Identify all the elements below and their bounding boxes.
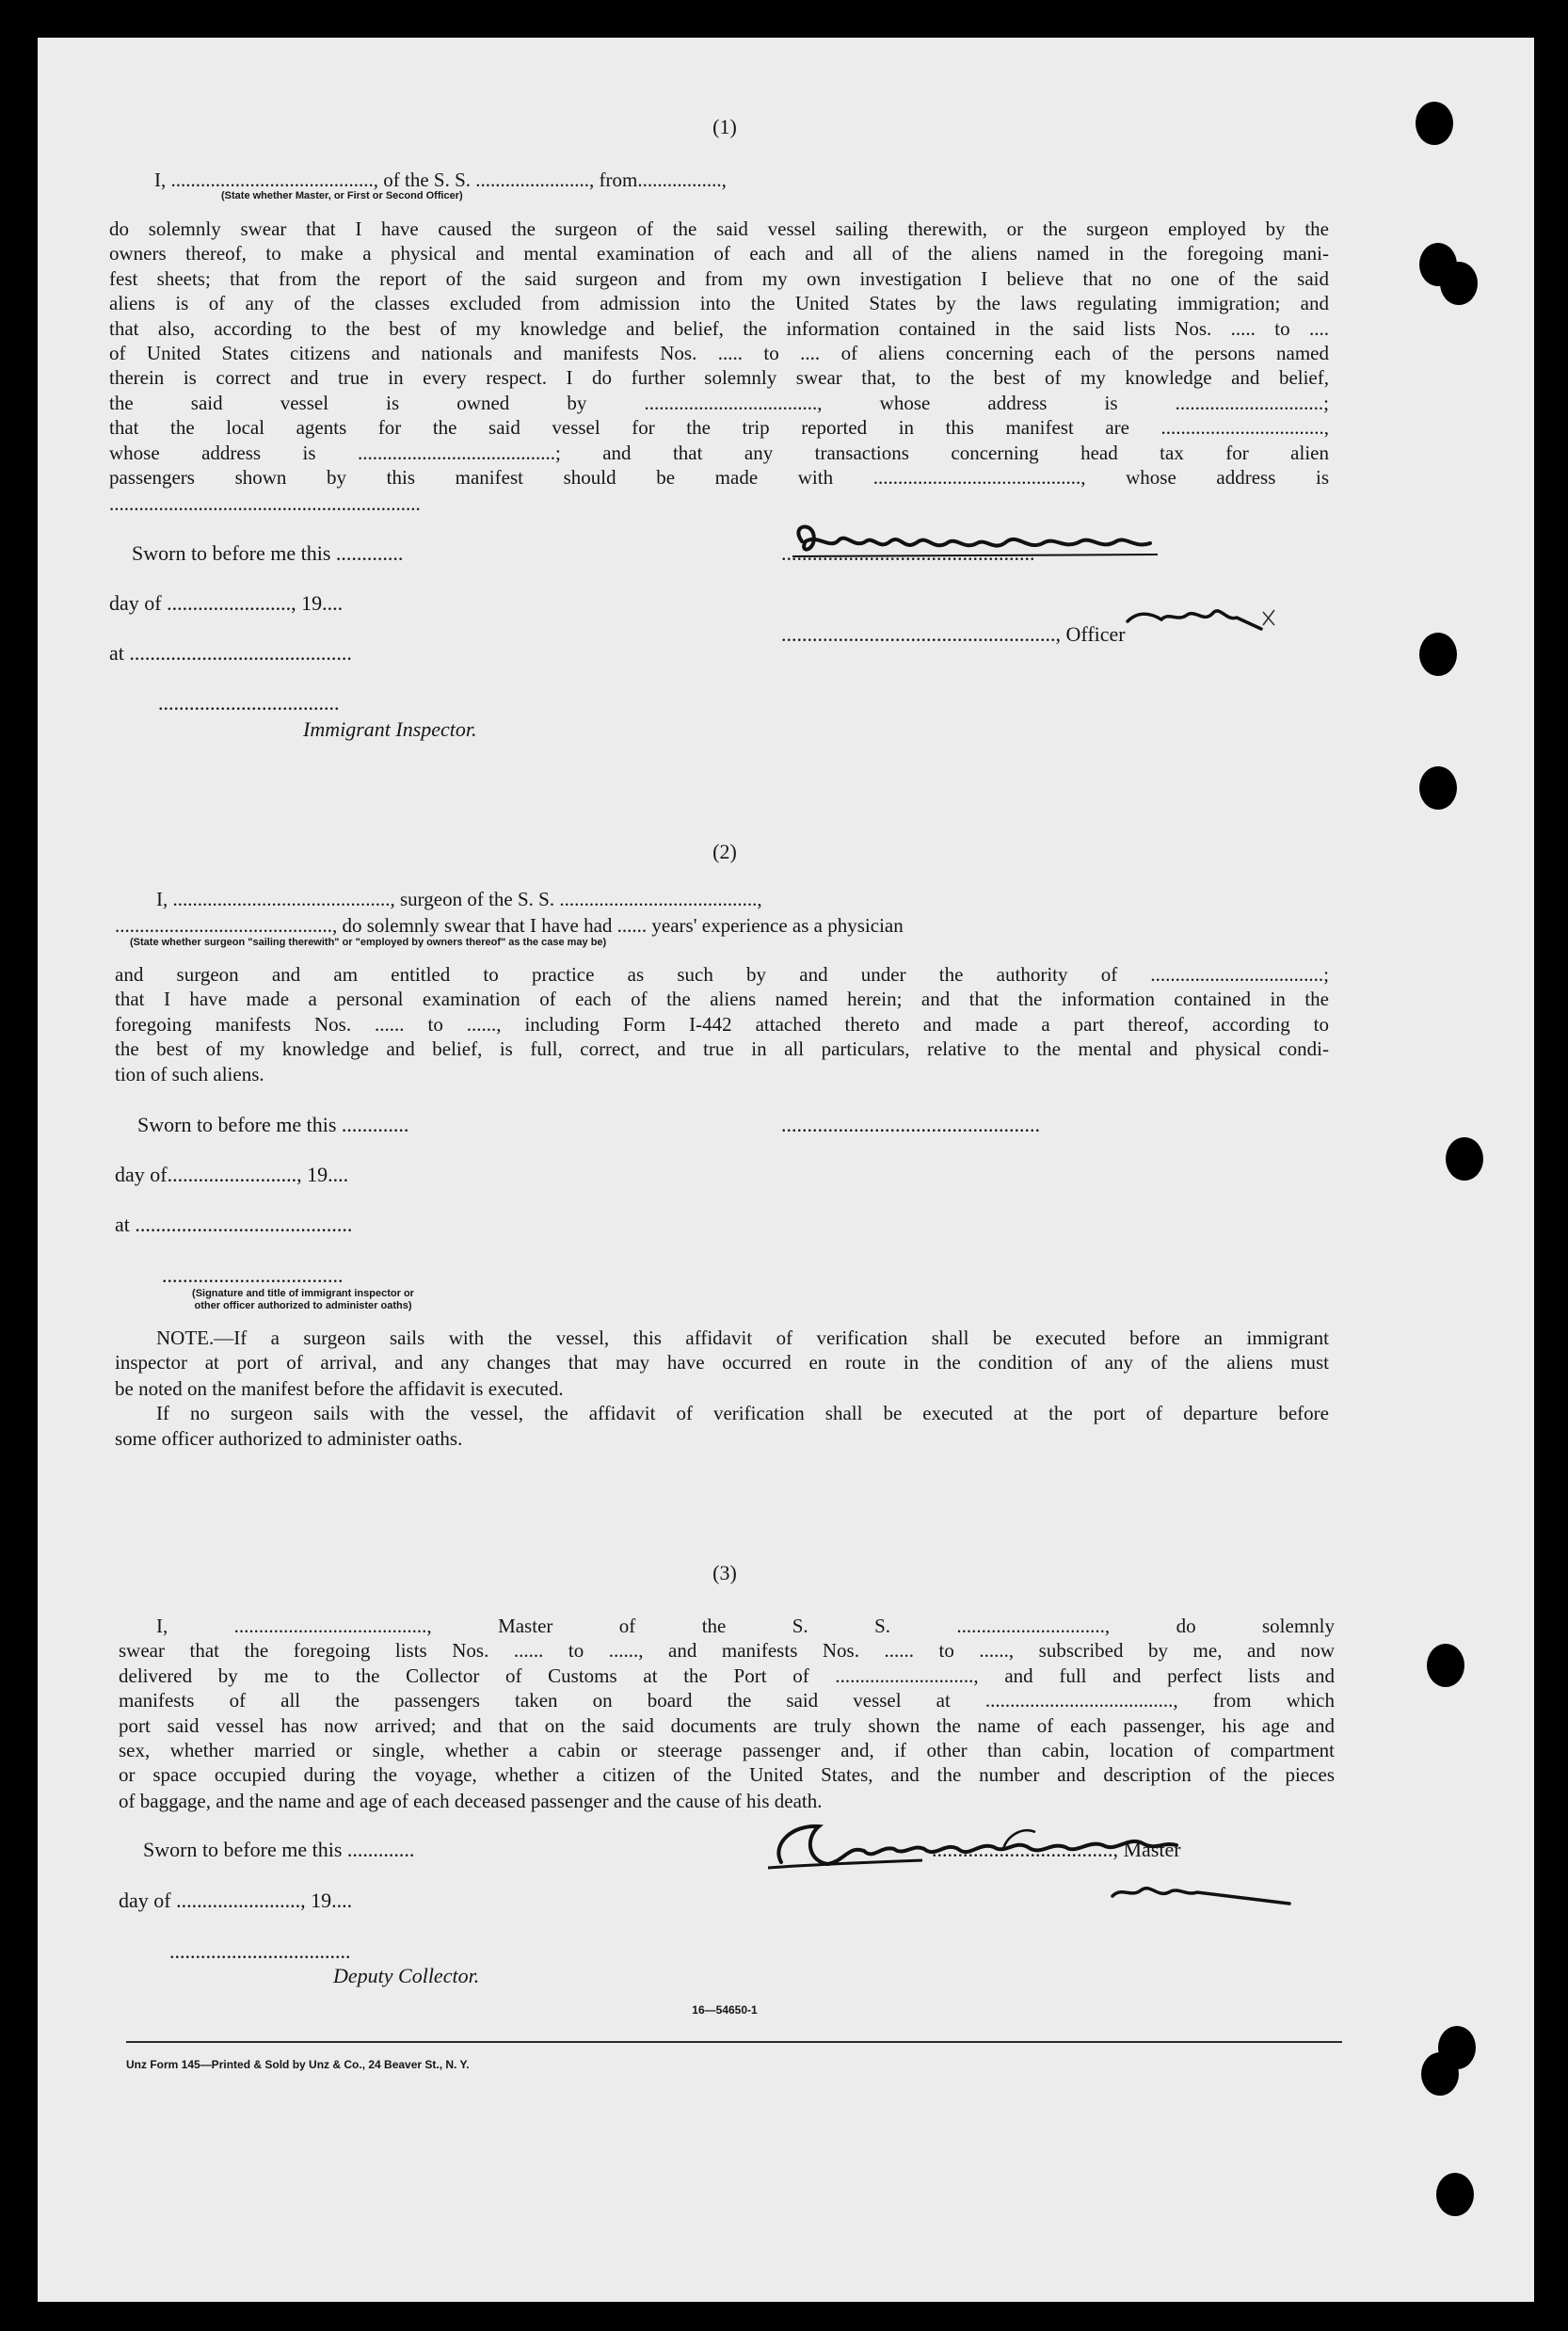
- section-1-paragraph-end: ...............................................................: [109, 492, 421, 515]
- form-number: 16—54650-1: [692, 2003, 758, 2017]
- section-2-signature-note-1: (Signature and title of immigrant inspector or: [192, 1288, 414, 1299]
- punch-hole: [1421, 2052, 1459, 2096]
- section-2-surgeon-note: (State whether surgeon "sailing therewith" or "employed by owners thereof" as the case may be): [130, 937, 607, 948]
- section-2-note-end: be noted on the manifest before the affidavit is executed.: [115, 1377, 564, 1400]
- section-1-master-signature-line: .................................................: [781, 541, 1035, 565]
- section-2-surgeon-signature-line: ..................................................: [781, 1113, 1040, 1136]
- section-1-opening-line: I, ........................................., of the S. S. ......................., from.................,: [154, 169, 727, 191]
- section-2-second-line: ............................................, do solemnly swear that I have had ...... years' experience as a physician: [115, 914, 904, 937]
- punch-hole: [1427, 1644, 1464, 1687]
- section-3-paragraph: I, ......................................., Master of the S. S. .............................., do solemnly swear that the foregoing lists Nos. ...... to ......, and manifests Nos. ...... to ......, subscribed by me, and now delivered by me to the Collector of Customs at the Port of ............................, and full and perfect lists and manifests of all the passengers taken on board the said vessel at ......................................, from which port said vessel has now arrived; and that on the said documents are truly shown the name of each passenger, his age and sex, whether married or single, whether a cabin or steerage passenger and, if other than cabin, location of compartment or space occupied during the voyage, whether a citizen of the United States, and the number and description of the pieces: [119, 1615, 1335, 1787]
- section-1-number: (1): [712, 115, 737, 138]
- section-3-master-line: ..................................., Master: [932, 1838, 1181, 1861]
- section-2-sworn-line: Sworn to before me this .............: [137, 1113, 409, 1136]
- section-1-immigrant-inspector-label: Immigrant Inspector.: [303, 717, 477, 741]
- footer-rule: [126, 2041, 1342, 2043]
- section-2-day-line: day of........................., 19....: [115, 1163, 349, 1186]
- section-1-paragraph: do solemnly swear that I have caused the surgeon of the said vessel sailing therewith, or the surgeon employed by the owners thereof, to make a physical and mental examination of each and all of the aliens named in the foregoing mani- fest sheets; that from the report of the said surgeon and from my own investigation I believe that no one of the said aliens is of any of the classes excluded from admission into the United States by the laws regulating immigration; and that also, according to the best of my knowledge and belief, the information contained in the said lists Nos. ..... to .... of United States citizens and nationals and manifests Nos. ..... to .... of aliens concerning each of the persons named therein is correct and true in every respect. I do further solemnly swear that, to the best of my knowledge and belief, the said vessel is owned by ..................................., whose address is ..............................; that the local agents for the said vessel for the trip reported in this manifest are ................................., whose address is ........................................; and that any transactions concerning head tax for alien passengers shown by this manifest should be made with .........................................., whose address is: [109, 217, 1329, 490]
- section-2-opening-line: I, ............................................, surgeon of the S. S. ........................................,: [156, 888, 762, 910]
- punch-hole: [1419, 633, 1457, 676]
- punch-hole: [1446, 1137, 1483, 1181]
- section-1-rank-note: (State whether Master, or First or Second Officer): [221, 190, 463, 201]
- section-3-day-line: day of ........................, 19....: [119, 1889, 353, 1912]
- section-1-officer-line: ....................................................., Officer: [781, 622, 1126, 646]
- section-1-day-line: day of ........................, 19....: [109, 591, 344, 615]
- section-2-signature-note-2: other officer authorized to administer oaths): [194, 1300, 412, 1311]
- section-3-paragraph-end: of baggage, and the name and age of each deceased passenger and the cause of his death.: [119, 1790, 823, 1812]
- punch-hole: [1416, 102, 1453, 145]
- manifest-page: [38, 38, 1534, 2302]
- section-3-handwritten-signature: [762, 1808, 1252, 1921]
- section-1-sworn-line: Sworn to before me this .............: [132, 541, 404, 565]
- section-2-inspector-signature-line: ...................................: [162, 1263, 344, 1287]
- section-2-note: NOTE.—If a surgeon sails with the vessel, this affidavit of verification shall be executed before an immigrant inspector at port of arrival, and any changes that may have occurred en route in the condition of any of the aliens must: [115, 1326, 1329, 1374]
- section-3-deputy-collector-label: Deputy Collector.: [333, 1964, 480, 1987]
- section-2-paragraph: and surgeon and am entitled to practice as such by and under the authority of ...................................; that I have made a personal examination of each of the aliens named herein; and that the information contained in the foregoing manifests Nos. ...... to ......, including Form I-442 attached thereto and made a part thereof, according to the best of my knowledge and belief, is full, correct, and true in all particulars, relative to the mental and physical condi-: [115, 963, 1329, 1061]
- punch-hole: [1440, 262, 1478, 305]
- section-3-number: (3): [712, 1561, 737, 1584]
- section-1-inspector-signature-line: ...................................: [158, 691, 340, 715]
- section-2-number: (2): [712, 840, 737, 863]
- section-1-at-line: at ...........................................: [109, 641, 352, 665]
- section-3-sworn-line: Sworn to before me this .............: [143, 1838, 415, 1861]
- section-2-paragraph-end: tion of such aliens.: [115, 1063, 264, 1085]
- section-1-handwritten-signature: [781, 513, 1186, 570]
- section-3-collector-signature-line: ...................................: [169, 1939, 351, 1963]
- punch-hole: [1436, 2173, 1474, 2216]
- section-2-note-2: If no surgeon sails with the vessel, the affidavit of verification shall be executed at the port of departure before: [156, 1402, 1329, 1424]
- section-2-at-line: at ..........................................: [115, 1213, 353, 1236]
- punch-hole: [1419, 766, 1457, 810]
- section-1-officer-initials: [1120, 593, 1280, 640]
- printer-footer: Unz Form 145—Printed & Sold by Unz & Co., 24 Beaver St., N. Y.: [126, 2058, 470, 2071]
- section-2-note-2-end: some officer authorized to administer oaths.: [115, 1427, 463, 1450]
